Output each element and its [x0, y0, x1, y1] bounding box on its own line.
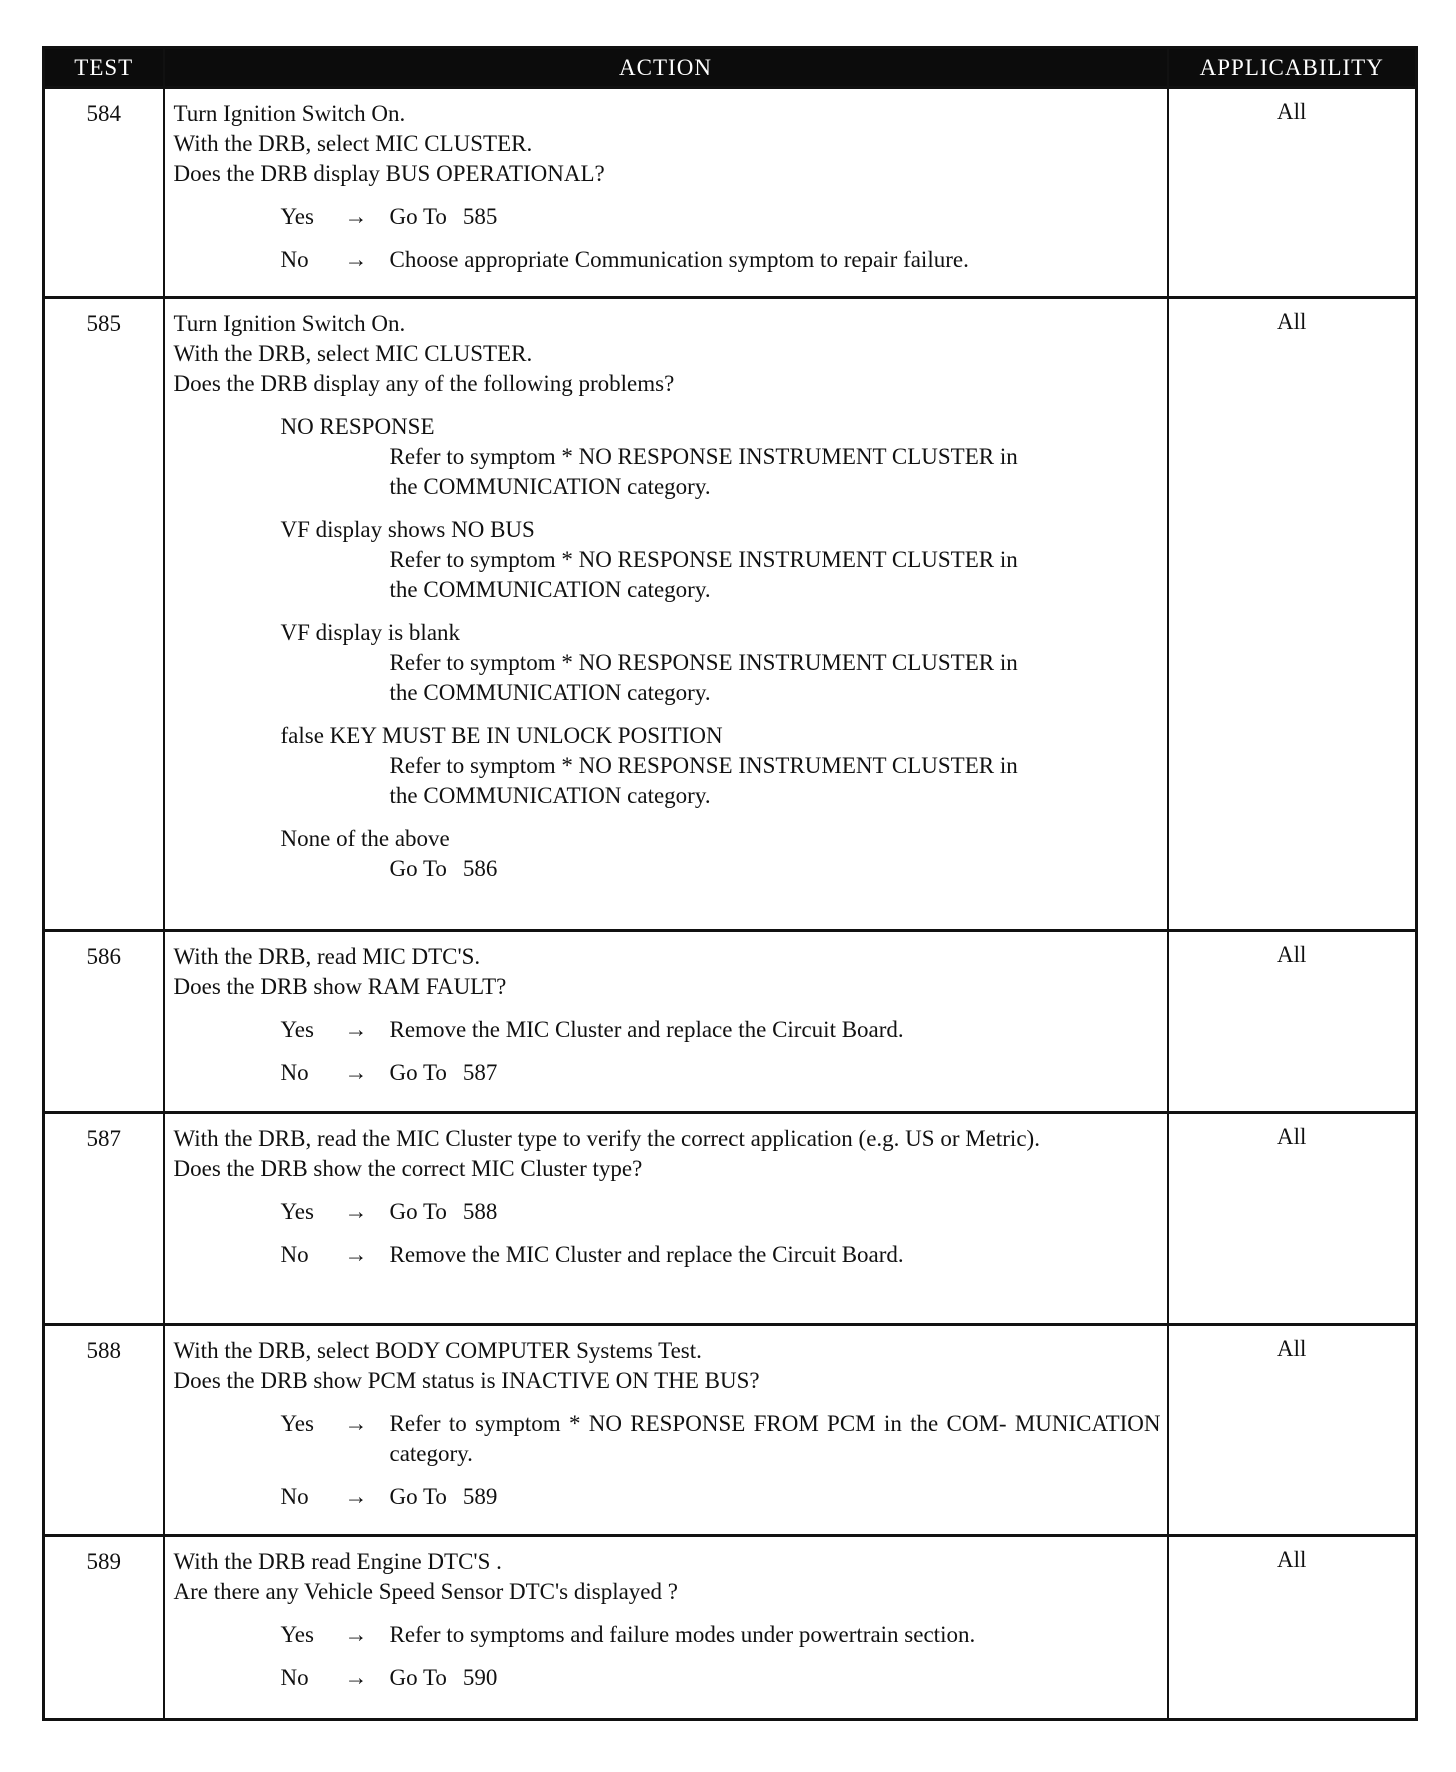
action-cell: [164, 298, 1168, 931]
yes-answer: [174, 1409, 1161, 1469]
no-label: No: [280, 1665, 309, 1690]
goto-label: Go To: [389, 1665, 447, 1690]
yes-label: Yes: [280, 204, 314, 229]
problem-reference: [281, 854, 1161, 884]
no-label: No: [280, 247, 309, 272]
answer-result: Remove the MIC Cluster and replace the Circuit Board.: [389, 1017, 904, 1042]
goto-label: Go To: [389, 856, 447, 881]
header-action: ACTION: [164, 48, 1168, 88]
problem-reference: the COMMUNICATION category.: [389, 474, 711, 499]
action-step: Turn Ignition Switch On.: [173, 311, 406, 336]
arrow-icon: →: [344, 1199, 368, 1224]
diagnostic-test-table: [42, 46, 1418, 1721]
problem-title: None of the above: [280, 826, 450, 851]
goto-test-link[interactable]: 588: [462, 1199, 498, 1224]
yes-label: Yes: [280, 1017, 314, 1042]
goto-label: Go To: [389, 1199, 447, 1224]
goto-test-link[interactable]: 587: [462, 1060, 498, 1085]
applicability-cell: All: [1168, 931, 1417, 1113]
goto-label: Go To: [389, 1484, 447, 1509]
header-applicability: APPLICABILITY: [1168, 48, 1417, 88]
no-answer: [174, 1240, 1161, 1270]
test-number: 585: [44, 298, 164, 931]
problem-title: VF display is blank: [280, 620, 461, 645]
no-answer: [174, 245, 1161, 275]
answer-result: Choose appropriate Communication symptom to repair failure.: [389, 247, 969, 272]
answer-result: [390, 202, 1161, 232]
no-label: No: [280, 1060, 309, 1085]
goto-test-link[interactable]: 586: [462, 856, 498, 881]
action-step: With the DRB, select MIC CLUSTER.: [173, 131, 533, 156]
problem-reference: Refer to symptom * NO RESPONSE INSTRUMENT CLUSTER in: [389, 444, 1018, 469]
problem-reference: the COMMUNICATION category.: [389, 577, 711, 602]
problem-item: [174, 721, 1161, 811]
action-step: With the DRB, select MIC CLUSTER.: [173, 341, 533, 366]
no-label: No: [280, 1242, 309, 1267]
problem-item: [174, 515, 1161, 605]
goto-test-link[interactable]: 590: [462, 1665, 498, 1690]
action-step: With the DRB, read the MIC Cluster type to verify the correct application (e.g. US or Metric).: [173, 1126, 1040, 1151]
yes-answer: [174, 1620, 1161, 1650]
yes-label: Yes: [280, 1411, 314, 1436]
answer-result: Refer to symptoms and failure modes under powertrain section.: [389, 1622, 976, 1647]
action-step: Turn Ignition Switch On.: [173, 101, 406, 126]
arrow-icon: →: [344, 204, 368, 229]
test-number: 584: [44, 88, 164, 298]
arrow-icon: →: [344, 1411, 368, 1436]
problem-reference: Refer to symptom * NO RESPONSE INSTRUMENT CLUSTER in: [389, 650, 1018, 675]
problem-reference: Refer to symptom * NO RESPONSE INSTRUMENT CLUSTER in: [389, 753, 1018, 778]
table-row: [44, 88, 1417, 298]
problem-title: NO RESPONSE: [280, 414, 435, 439]
problem-reference: the COMMUNICATION category.: [389, 783, 711, 808]
arrow-icon: →: [344, 1242, 368, 1267]
problem-item: [174, 824, 1161, 884]
problem-item: [174, 412, 1161, 502]
applicability-cell: All: [1168, 88, 1417, 298]
no-label: No: [280, 1484, 309, 1509]
table-row: [44, 298, 1417, 931]
problem-title: false KEY MUST BE IN UNLOCK POSITION: [280, 723, 723, 748]
test-number: 589: [44, 1536, 164, 1720]
table-row: [44, 1325, 1417, 1536]
test-number: 586: [44, 931, 164, 1113]
problem-reference: the COMMUNICATION category.: [389, 680, 711, 705]
applicability-cell: All: [1168, 1113, 1417, 1325]
goto-label: Go To: [389, 1060, 447, 1085]
arrow-icon: →: [344, 1665, 368, 1690]
action-cell: [164, 1536, 1168, 1720]
problem-reference: Refer to symptom * NO RESPONSE INSTRUMENT CLUSTER in: [389, 547, 1018, 572]
action-question: Does the DRB show PCM status is INACTIVE ON THE BUS?: [173, 1368, 760, 1393]
yes-answer: [174, 1197, 1161, 1227]
arrow-icon: →: [344, 1060, 368, 1085]
answer-result: [390, 1482, 1161, 1512]
action-step: With the DRB read Engine DTC'S .: [173, 1549, 502, 1574]
arrow-icon: →: [344, 1484, 368, 1509]
test-number: 587: [44, 1113, 164, 1325]
table-row: [44, 931, 1417, 1113]
test-number: 588: [44, 1325, 164, 1536]
action-question: Does the DRB show RAM FAULT?: [173, 974, 507, 999]
action-question: Does the DRB display any of the following problems?: [173, 371, 675, 396]
answer-result: [390, 1058, 1161, 1088]
applicability-cell: All: [1168, 1325, 1417, 1536]
arrow-icon: →: [344, 1017, 368, 1042]
arrow-icon: →: [344, 247, 368, 272]
answer-result: Refer to symptom * NO RESPONSE FROM PCM in the COM- MUNICATION category.: [389, 1411, 1161, 1466]
problem-item: [174, 618, 1161, 708]
action-question: Does the DRB display BUS OPERATIONAL?: [173, 161, 605, 186]
applicability-cell: All: [1168, 298, 1417, 931]
yes-answer: [174, 1015, 1161, 1045]
action-step: With the DRB, select BODY COMPUTER Systems Test.: [173, 1338, 702, 1363]
action-question: Are there any Vehicle Speed Sensor DTC's displayed ?: [173, 1579, 678, 1604]
yes-answer: [174, 202, 1161, 232]
problem-title: VF display shows NO BUS: [280, 517, 535, 542]
table-row: [44, 1113, 1417, 1325]
no-answer: [174, 1482, 1161, 1512]
action-step: With the DRB, read MIC DTC'S.: [173, 944, 481, 969]
arrow-icon: →: [344, 1622, 368, 1647]
action-cell: [164, 931, 1168, 1113]
action-cell: [164, 88, 1168, 298]
goto-test-link[interactable]: 589: [462, 1484, 498, 1509]
answer-result: Remove the MIC Cluster and replace the Circuit Board.: [389, 1242, 904, 1267]
yes-label: Yes: [280, 1622, 314, 1647]
action-cell: [164, 1325, 1168, 1536]
no-answer: [174, 1058, 1161, 1088]
action-question: Does the DRB show the correct MIC Cluster type?: [173, 1156, 643, 1181]
goto-test-link[interactable]: 585: [462, 204, 498, 229]
no-answer: [174, 1663, 1161, 1693]
goto-label: Go To: [389, 204, 447, 229]
answer-result: [390, 1663, 1161, 1693]
applicability-cell: All: [1168, 1536, 1417, 1720]
header-test: TEST: [44, 48, 164, 88]
table-header-row: [44, 48, 1417, 88]
table-row: [44, 1536, 1417, 1720]
diagnostic-table-sheet: [42, 46, 1415, 1721]
answer-result: [390, 1197, 1161, 1227]
action-cell: [164, 1113, 1168, 1325]
yes-label: Yes: [280, 1199, 314, 1224]
